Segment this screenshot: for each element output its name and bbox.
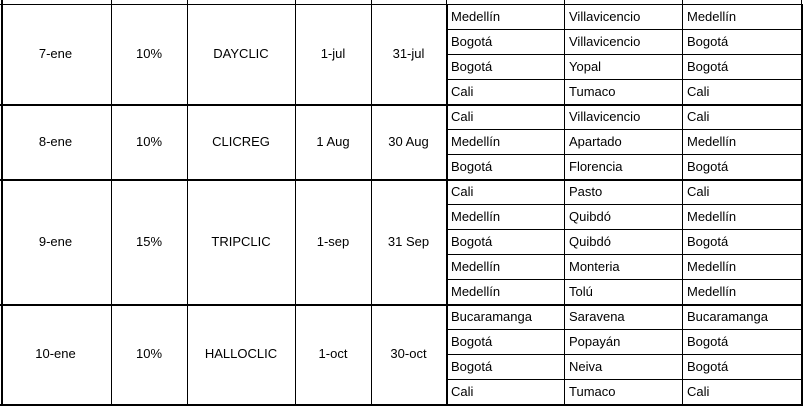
column-border <box>111 104 112 179</box>
origin-cell: Cali <box>451 83 474 99</box>
column-border <box>801 179 803 304</box>
destination-cell: Tumaco <box>569 383 616 399</box>
row-border <box>446 29 802 30</box>
return-cell: Medellín <box>687 208 737 224</box>
column-border <box>564 179 565 304</box>
discount-cell: 10% <box>135 46 163 61</box>
column-border <box>111 304 112 404</box>
origin-cell: Bogotá <box>451 158 493 174</box>
column-border <box>187 104 188 179</box>
row-border <box>446 129 802 130</box>
origin-cell: Bogotá <box>451 333 493 349</box>
column-border <box>564 104 565 179</box>
column-border <box>371 179 372 304</box>
column-border <box>295 179 296 304</box>
column-border <box>1 304 3 404</box>
date-cell: 8-ene <box>38 133 73 149</box>
destination-cell: Villavicencio <box>569 108 641 124</box>
row-border <box>446 279 802 280</box>
column-border <box>446 104 448 179</box>
column-border <box>446 304 448 404</box>
end-date-cell: 31-jul <box>392 46 425 61</box>
origin-cell: Medellín <box>451 283 501 299</box>
return-cell: Medellín <box>687 258 737 274</box>
column-border <box>1 4 3 104</box>
return-cell: Bucaramanga <box>687 308 768 324</box>
column-border <box>187 304 188 404</box>
start-date-cell: 1 Aug <box>316 133 350 149</box>
return-cell: Bogotá <box>687 158 729 174</box>
origin-cell: Cali <box>451 383 474 399</box>
row-border <box>446 254 802 255</box>
row-border <box>446 204 802 205</box>
return-cell: Bogotá <box>687 233 729 249</box>
column-border <box>111 179 112 304</box>
return-cell: Medellín <box>687 283 737 299</box>
start-date-cell: 1-jul <box>320 46 346 61</box>
end-date-cell: 31 Sep <box>387 233 430 249</box>
return-cell: Bogotá <box>687 58 729 74</box>
row-border <box>446 79 802 80</box>
promo-code-cell: HALLOCLIC <box>204 346 278 361</box>
row-border <box>0 404 803 406</box>
destination-cell: Tumaco <box>569 83 616 99</box>
column-border <box>564 304 565 404</box>
column-border <box>446 179 448 304</box>
row-border <box>446 354 802 355</box>
origin-cell: Cali <box>451 108 474 124</box>
discount-cell: 10% <box>135 346 163 361</box>
column-border <box>187 179 188 304</box>
discount-cell: 15% <box>135 233 163 249</box>
promo-code-cell: TRIPCLIC <box>211 233 271 249</box>
column-border <box>801 304 803 404</box>
origin-cell: Medellín <box>451 258 501 274</box>
origin-cell: Bucaramanga <box>451 308 532 324</box>
column-border <box>682 179 683 304</box>
promo-code-cell: DAYCLIC <box>213 46 269 61</box>
column-border <box>371 304 372 404</box>
destination-cell: Tolú <box>569 283 593 299</box>
column-border <box>446 4 448 104</box>
return-cell: Cali <box>687 108 710 124</box>
column-border <box>295 304 296 404</box>
start-date-cell: 1-sep <box>316 233 350 249</box>
origin-cell: Cali <box>451 183 474 199</box>
column-border <box>187 4 188 104</box>
origin-cell: Bogotá <box>451 233 493 249</box>
origin-cell: Bogotá <box>451 358 493 374</box>
destination-cell: Monteria <box>569 258 620 274</box>
destination-cell: Popayán <box>569 333 621 349</box>
row-border <box>446 229 802 230</box>
return-cell: Medellín <box>687 133 737 149</box>
origin-cell: Medellín <box>451 133 501 149</box>
return-cell: Cali <box>687 383 710 399</box>
row-border <box>446 379 802 380</box>
start-date-cell: 1-oct <box>318 346 348 361</box>
destination-cell: Villavicencio <box>569 33 641 49</box>
return-cell: Bogotá <box>687 358 729 374</box>
destination-cell: Pasto <box>569 183 603 199</box>
date-cell: 7-ene <box>38 46 73 61</box>
return-cell: Bogotá <box>687 33 729 49</box>
destination-cell: Apartado <box>569 133 622 149</box>
row-border <box>446 154 802 155</box>
destination-cell: Yopal <box>569 58 602 74</box>
discount-cell: 10% <box>135 133 163 149</box>
origin-cell: Bogotá <box>451 33 493 49</box>
column-border <box>371 4 372 104</box>
end-date-cell: 30-oct <box>390 346 427 361</box>
column-border <box>111 4 112 104</box>
column-border <box>801 104 803 179</box>
destination-cell: Saravena <box>569 308 625 324</box>
row-border <box>446 54 802 55</box>
column-border <box>682 104 683 179</box>
column-border <box>295 104 296 179</box>
column-border <box>371 104 372 179</box>
destination-cell: Villavicencio <box>569 8 641 24</box>
return-cell: Medellín <box>687 8 737 24</box>
destination-cell: Quibdó <box>569 233 611 249</box>
column-border <box>682 4 683 104</box>
destination-cell: Quibdó <box>569 208 611 224</box>
origin-cell: Medellín <box>451 208 501 224</box>
promo-code-cell: CLICREG <box>212 133 270 149</box>
end-date-cell: 30 Aug <box>388 133 429 149</box>
column-border <box>682 304 683 404</box>
return-cell: Cali <box>687 183 710 199</box>
destination-cell: Florencia <box>569 158 623 174</box>
column-border <box>564 4 565 104</box>
column-border <box>295 4 296 104</box>
date-cell: 9-ene <box>38 233 73 249</box>
destination-cell: Neiva <box>569 358 603 374</box>
origin-cell: Bogotá <box>451 58 493 74</box>
row-border <box>446 329 802 330</box>
return-cell: Cali <box>687 83 710 99</box>
return-cell: Bogotá <box>687 333 729 349</box>
origin-cell: Medellín <box>451 8 501 24</box>
column-border <box>1 104 3 179</box>
date-cell: 10-ene <box>35 346 76 361</box>
column-border <box>1 179 3 304</box>
column-border <box>801 4 803 104</box>
